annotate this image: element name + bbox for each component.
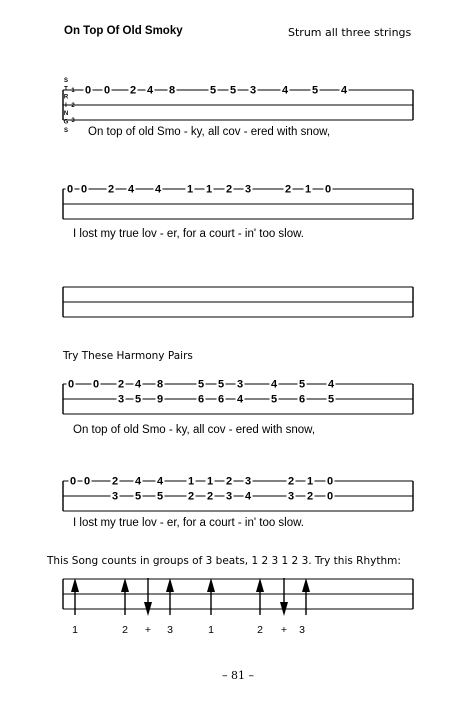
tab4-string2-fret-number: 5: [156, 490, 164, 503]
strings-label-letter: T: [64, 86, 68, 93]
rhythm-count: +: [144, 624, 152, 636]
tab4-string2-fret-number: 3: [287, 490, 295, 503]
tab3-string2-fret-number: 5: [327, 393, 335, 406]
harmony-heading: Try These Harmony Pairs: [63, 350, 193, 362]
tab2-string1-fret-number: 4: [154, 183, 162, 196]
page-number: – 81 –: [222, 669, 254, 682]
rhythm-instructions: This Song counts in groups of 3 beats, 1 2 3 1 2 3. Try this Rhythm:: [47, 555, 401, 567]
rhythm-count: 3: [167, 624, 173, 636]
tab2-string1-fret-number: 1: [304, 183, 312, 196]
strings-label-letter: I: [65, 102, 67, 109]
tab4-string1-fret-number: 0: [83, 475, 91, 488]
strum-up-arrow: [121, 578, 129, 592]
string-number: 3: [71, 118, 75, 124]
strings-label-letter: G: [63, 119, 69, 126]
tab4-string2-fret-number: 2: [306, 490, 314, 503]
tab4-string1-fret-number: 4: [134, 475, 142, 488]
tab2-string1-fret-number: 3: [244, 183, 252, 196]
rhythm-count: 2: [122, 624, 128, 636]
tab4-string1-fret-number: 3: [244, 475, 252, 488]
tab4-string1-fret-number: 0: [69, 475, 77, 488]
tab2-string1-fret-number: 0: [66, 183, 74, 196]
tab3-string2-fret-number: 6: [298, 393, 306, 406]
tab4-string2-fret-number: 0: [326, 490, 334, 503]
tab3-string1-fret-number: 4: [327, 378, 335, 391]
song-title: On Top Of Old Smoky: [64, 25, 183, 37]
tab2-string1-fret-number: 1: [205, 183, 213, 196]
tab3-string1-fret-number: 4: [270, 378, 278, 391]
string-number: 1: [71, 88, 75, 94]
tab4-string1-fret-number: 1: [187, 475, 195, 488]
tab1-string1-fret-number: 5: [209, 84, 217, 97]
tab1-string1-fret-number: 5: [229, 84, 237, 97]
tab2-string1-fret-number: 0: [324, 183, 332, 196]
tab3-string2-fret-number: 6: [217, 393, 225, 406]
tab2-string1-fret-number: 1: [186, 183, 194, 196]
rhythm-count: 2: [257, 624, 263, 636]
tab4-string2-fret-number: 5: [134, 490, 142, 503]
strum-up-arrow: [71, 578, 79, 592]
tab3-string1-fret-number: 5: [197, 378, 205, 391]
tab3-string2-fret-number: 5: [134, 393, 142, 406]
tab3-string2-fret-number: 3: [117, 393, 125, 406]
rhythm-count: 1: [208, 624, 214, 636]
tab1-string1-fret-number: 2: [129, 84, 137, 97]
lyrics-line-3: On top of old Smo - ky, all cov - ered with snow,: [73, 424, 316, 436]
tab4-string2-fret-number: 3: [111, 490, 119, 503]
lyrics-line-2: I lost my true lov - er, for a court - in' too slow.: [73, 228, 304, 240]
strings-label-letter: R: [63, 94, 69, 101]
strum-up-arrow: [256, 578, 264, 592]
lyrics-line-1: On top of old Smo - ky, all cov - ered with snow,: [88, 126, 331, 138]
tab4-string1-fret-number: 2: [287, 475, 295, 488]
strum-up-arrow: [207, 578, 215, 592]
tab4-string1-fret-number: 1: [206, 475, 214, 488]
tab4-string1-fret-number: 2: [111, 475, 119, 488]
tab1-string1-fret-number: 4: [281, 84, 289, 97]
strum-instruction: Strum all three strings: [288, 26, 412, 39]
string-number: 2: [71, 103, 75, 109]
strings-label-letter: N: [63, 111, 69, 118]
tab3-string1-fret-number: 8: [156, 378, 164, 391]
tab4-string1-fret-number: 2: [225, 475, 233, 488]
tab3-string2-fret-number: 9: [156, 393, 164, 406]
tab3-string1-fret-number: 5: [298, 378, 306, 391]
tab3-string1-fret-number: 0: [67, 378, 75, 391]
tab1-string1-fret-number: 3: [249, 84, 257, 97]
tab4-string2-fret-number: 4: [244, 490, 252, 503]
tab2-string1-fret-number: 2: [225, 183, 233, 196]
tab4-string2-fret-number: 3: [225, 490, 233, 503]
tab4-string1-fret-number: 1: [306, 475, 314, 488]
tab1-string1-fret-number: 4: [146, 84, 154, 97]
tab4-string1-fret-number: 4: [156, 475, 164, 488]
tab3-string2-fret-number: 5: [270, 393, 278, 406]
tab1-string1-fret-number: 8: [168, 84, 176, 97]
tab3-string2-fret-number: 6: [197, 393, 205, 406]
tab4-string2-fret-number: 2: [187, 490, 195, 503]
strum-up-arrow: [302, 578, 310, 592]
tab3-string1-fret-number: 0: [92, 378, 100, 391]
tab3-string1-fret-number: 2: [117, 378, 125, 391]
tab2-string1-fret-number: 2: [107, 183, 115, 196]
tab3-string1-fret-number: 3: [236, 378, 244, 391]
tab4-string2-fret-number: 2: [206, 490, 214, 503]
tab1-string1-fret-number: 5: [311, 84, 319, 97]
tab3-string1-fret-number: 4: [134, 378, 142, 391]
strum-up-arrow: [166, 578, 174, 592]
tab4-string1-fret-number: 0: [326, 475, 334, 488]
tab2-string1-fret-number: 2: [284, 183, 292, 196]
tab1-string1-fret-number: 0: [84, 84, 92, 97]
strings-label-letter: S: [63, 127, 69, 134]
rhythm-count: +: [280, 624, 288, 636]
tab1-string1-fret-number: 0: [103, 84, 111, 97]
rhythm-count: 3: [299, 624, 305, 636]
tab2-string1-fret-number: 0: [80, 183, 88, 196]
rhythm-count: 1: [72, 624, 78, 636]
tab3-string2-fret-number: 4: [236, 393, 244, 406]
tab2-string1-fret-number: 4: [127, 183, 135, 196]
lyrics-line-4: I lost my true lov - er, for a court - in' too slow.: [73, 517, 304, 529]
tab3-string1-fret-number: 5: [217, 378, 225, 391]
strings-label-letter: S: [63, 78, 69, 84]
tab1-string1-fret-number: 4: [340, 84, 348, 97]
